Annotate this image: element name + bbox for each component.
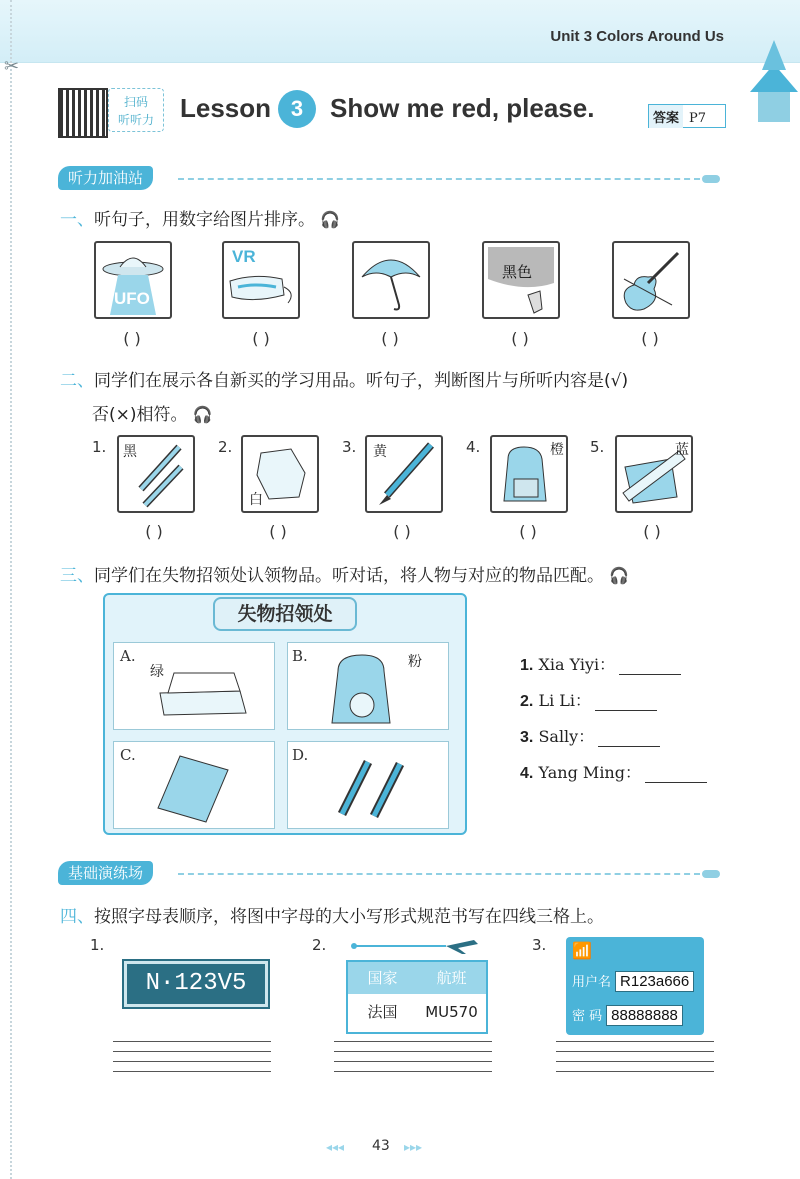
q3-number: 三、 [60,566,94,586]
q2-answer-blank-2[interactable]: ( ) [269,522,287,541]
q1-picture-ufo [94,241,172,319]
q1-answer-blank-5[interactable]: ( ) [641,329,659,348]
q1-answer-blank-1[interactable]: ( ) [123,329,141,348]
q2-picture-1 [117,435,195,513]
next-arrows-icon: ▸▸▸ [404,1140,423,1154]
q1-picture-vr [222,241,300,319]
wifi-password-label: 密 码 [572,1009,603,1024]
match-blank-1[interactable] [619,674,681,675]
q2-color-5: 蓝 [675,442,689,458]
q2-item-number-4: 4. [466,438,481,456]
q2-number: 二、 [60,371,94,391]
q1-instruction [60,205,340,230]
wifi-icon: 📶 [572,941,592,960]
q2-item-number-2: 2. [218,438,233,456]
match-name-1: Xia Yiyi： [538,655,616,674]
q1-picture-paint [482,241,560,319]
flight-number: MU570 [425,1003,478,1021]
umbrella-icon [354,243,428,317]
q4-instruction [60,902,604,927]
q3-instruction [60,561,629,586]
writing-lines-2[interactable] [334,1041,492,1081]
q2-picture-5 [615,435,693,513]
board-cell-b [287,642,449,730]
match-person-4[interactable] [520,760,707,783]
section-divider [178,178,700,180]
q4-number: 四、 [60,907,94,927]
cut-line [10,0,12,1179]
cell-letter-a: A. [120,647,136,665]
airplane-icon [350,936,480,956]
headphones-icon[interactable]: 🎧 [192,405,213,424]
scissors-icon: ✂ [4,56,20,77]
q4-item-number-3: 3. [532,936,547,954]
q1-number: 一、 [60,210,94,230]
q4-item-number-1: 1. [90,936,105,954]
q4-item-number-2: 2. [312,936,327,954]
flight-head-country: 国家 [367,969,398,987]
writing-lines-3[interactable] [556,1041,714,1081]
q2-color-4: 橙 [550,442,564,458]
match-blank-2[interactable] [595,710,657,711]
section-listening-header: 听力加油站 [58,166,153,190]
violin-icon [614,243,688,317]
answer-badge [648,104,726,128]
cell-color-b: 粉 [408,654,422,670]
answer-label: 答案 [649,105,683,128]
q1-answer-blank-2[interactable]: ( ) [252,329,270,348]
cell-letter-c: C. [120,746,136,764]
q1-picture-violin [612,241,690,319]
match-name-2: Li Li： [538,691,592,710]
match-number-2: 2. [520,693,534,710]
paint-label: 黑色 [502,263,533,281]
lesson-title: Show me red, please. [330,93,595,123]
flight-head-number: 航班 [436,969,467,987]
q2-picture-3 [365,435,443,513]
q2-answer-blank-4[interactable]: ( ) [519,522,537,541]
match-number-3: 3. [520,729,534,746]
match-person-1[interactable] [520,652,681,675]
ufo-caption: UFO [114,289,150,308]
match-name-4: Yang Ming： [538,763,641,782]
q1-answer-blank-3[interactable]: ( ) [381,329,399,348]
lesson-number: 3 [278,90,316,128]
wifi-user-value: R123a666 [615,971,694,992]
qr-code-icon[interactable] [58,88,108,138]
q2-instruction-line-1 [60,366,628,391]
writing-lines-1[interactable] [113,1041,271,1081]
board-cell-c [113,741,275,829]
match-person-2[interactable] [520,688,657,711]
pencils-icon [334,756,414,824]
wifi-password-value: 88888888 [606,1005,683,1026]
q1-text: 听句子，用数字给图片排序。 [94,210,315,230]
flight-table [346,960,488,1034]
match-blank-3[interactable] [598,746,660,747]
section-divider-end [702,870,720,878]
q2-answer-blank-1[interactable]: ( ) [145,522,163,541]
q2-color-1: 黑 [123,444,137,460]
match-blank-4[interactable] [645,782,707,783]
q2-instruction-line-2 [92,400,213,425]
q2-answer-blank-5[interactable]: ( ) [643,522,661,541]
answer-page: P7 [689,111,707,126]
q2-color-3: 黄 [373,444,387,460]
q2-text-1: 同学们在展示各自新买的学习用品。听句子，判断图片与所听内容是(√) [94,371,629,391]
cell-letter-b: B. [292,647,308,665]
wifi-user-label: 用户名 [572,975,612,990]
board-cell-a [113,642,275,730]
board-title: 失物招领处 [213,597,357,631]
q2-answer-blank-3[interactable]: ( ) [393,522,411,541]
q1-picture-umbrella [352,241,430,319]
section-basic-header: 基础演练场 [58,861,153,885]
q4-text: 按照字母表顺序，将图中字母的大小写形式规范书写在四线三格上。 [94,907,604,927]
q2-color-2: 白 [249,492,263,508]
q2-item-number-5: 5. [590,438,605,456]
license-plate: N·123V5 [124,961,268,1007]
pencil-case-icon [154,665,254,725]
headphones-icon[interactable]: 🎧 [320,210,341,229]
q3-text: 同学们在失物招领处认领物品。听对话，将人物与对应的物品匹配。 [94,566,604,586]
match-number-4: 4. [520,765,534,782]
prev-arrows-icon: ◂◂◂ [326,1140,345,1154]
q1-answer-blank-4[interactable]: ( ) [511,329,529,348]
scan-line-1: 扫码 [123,95,148,109]
scan-hint [108,88,164,132]
wifi-card [566,937,704,1035]
cell-letter-d: D. [292,746,309,764]
cell-color-a: 绿 [150,664,164,680]
q2-picture-2 [241,435,319,513]
board-cell-d [287,741,449,829]
flight-country: 法国 [367,1003,398,1021]
notebook-icon [154,752,234,824]
section-divider [178,873,700,875]
unit-title: Unit 3 Colors Around Us [550,28,724,45]
q2-text-2: 否(×)相符。 [92,405,188,425]
page-number: 43 [372,1138,390,1154]
backpack-icon [322,649,402,729]
pavilion-icon [748,30,800,122]
vr-label: VR [232,247,256,266]
section-divider-end [702,175,720,183]
match-person-3[interactable] [520,724,660,747]
headphones-icon[interactable]: 🎧 [609,566,630,585]
lesson-word: Lesson [180,93,272,123]
q2-picture-4 [490,435,568,513]
match-number-1: 1. [520,657,534,674]
scan-line-2: 听听力 [117,113,154,127]
q2-item-number-1: 1. [92,438,107,456]
q2-item-number-3: 3. [342,438,357,456]
match-name-3: Sally： [538,727,595,746]
